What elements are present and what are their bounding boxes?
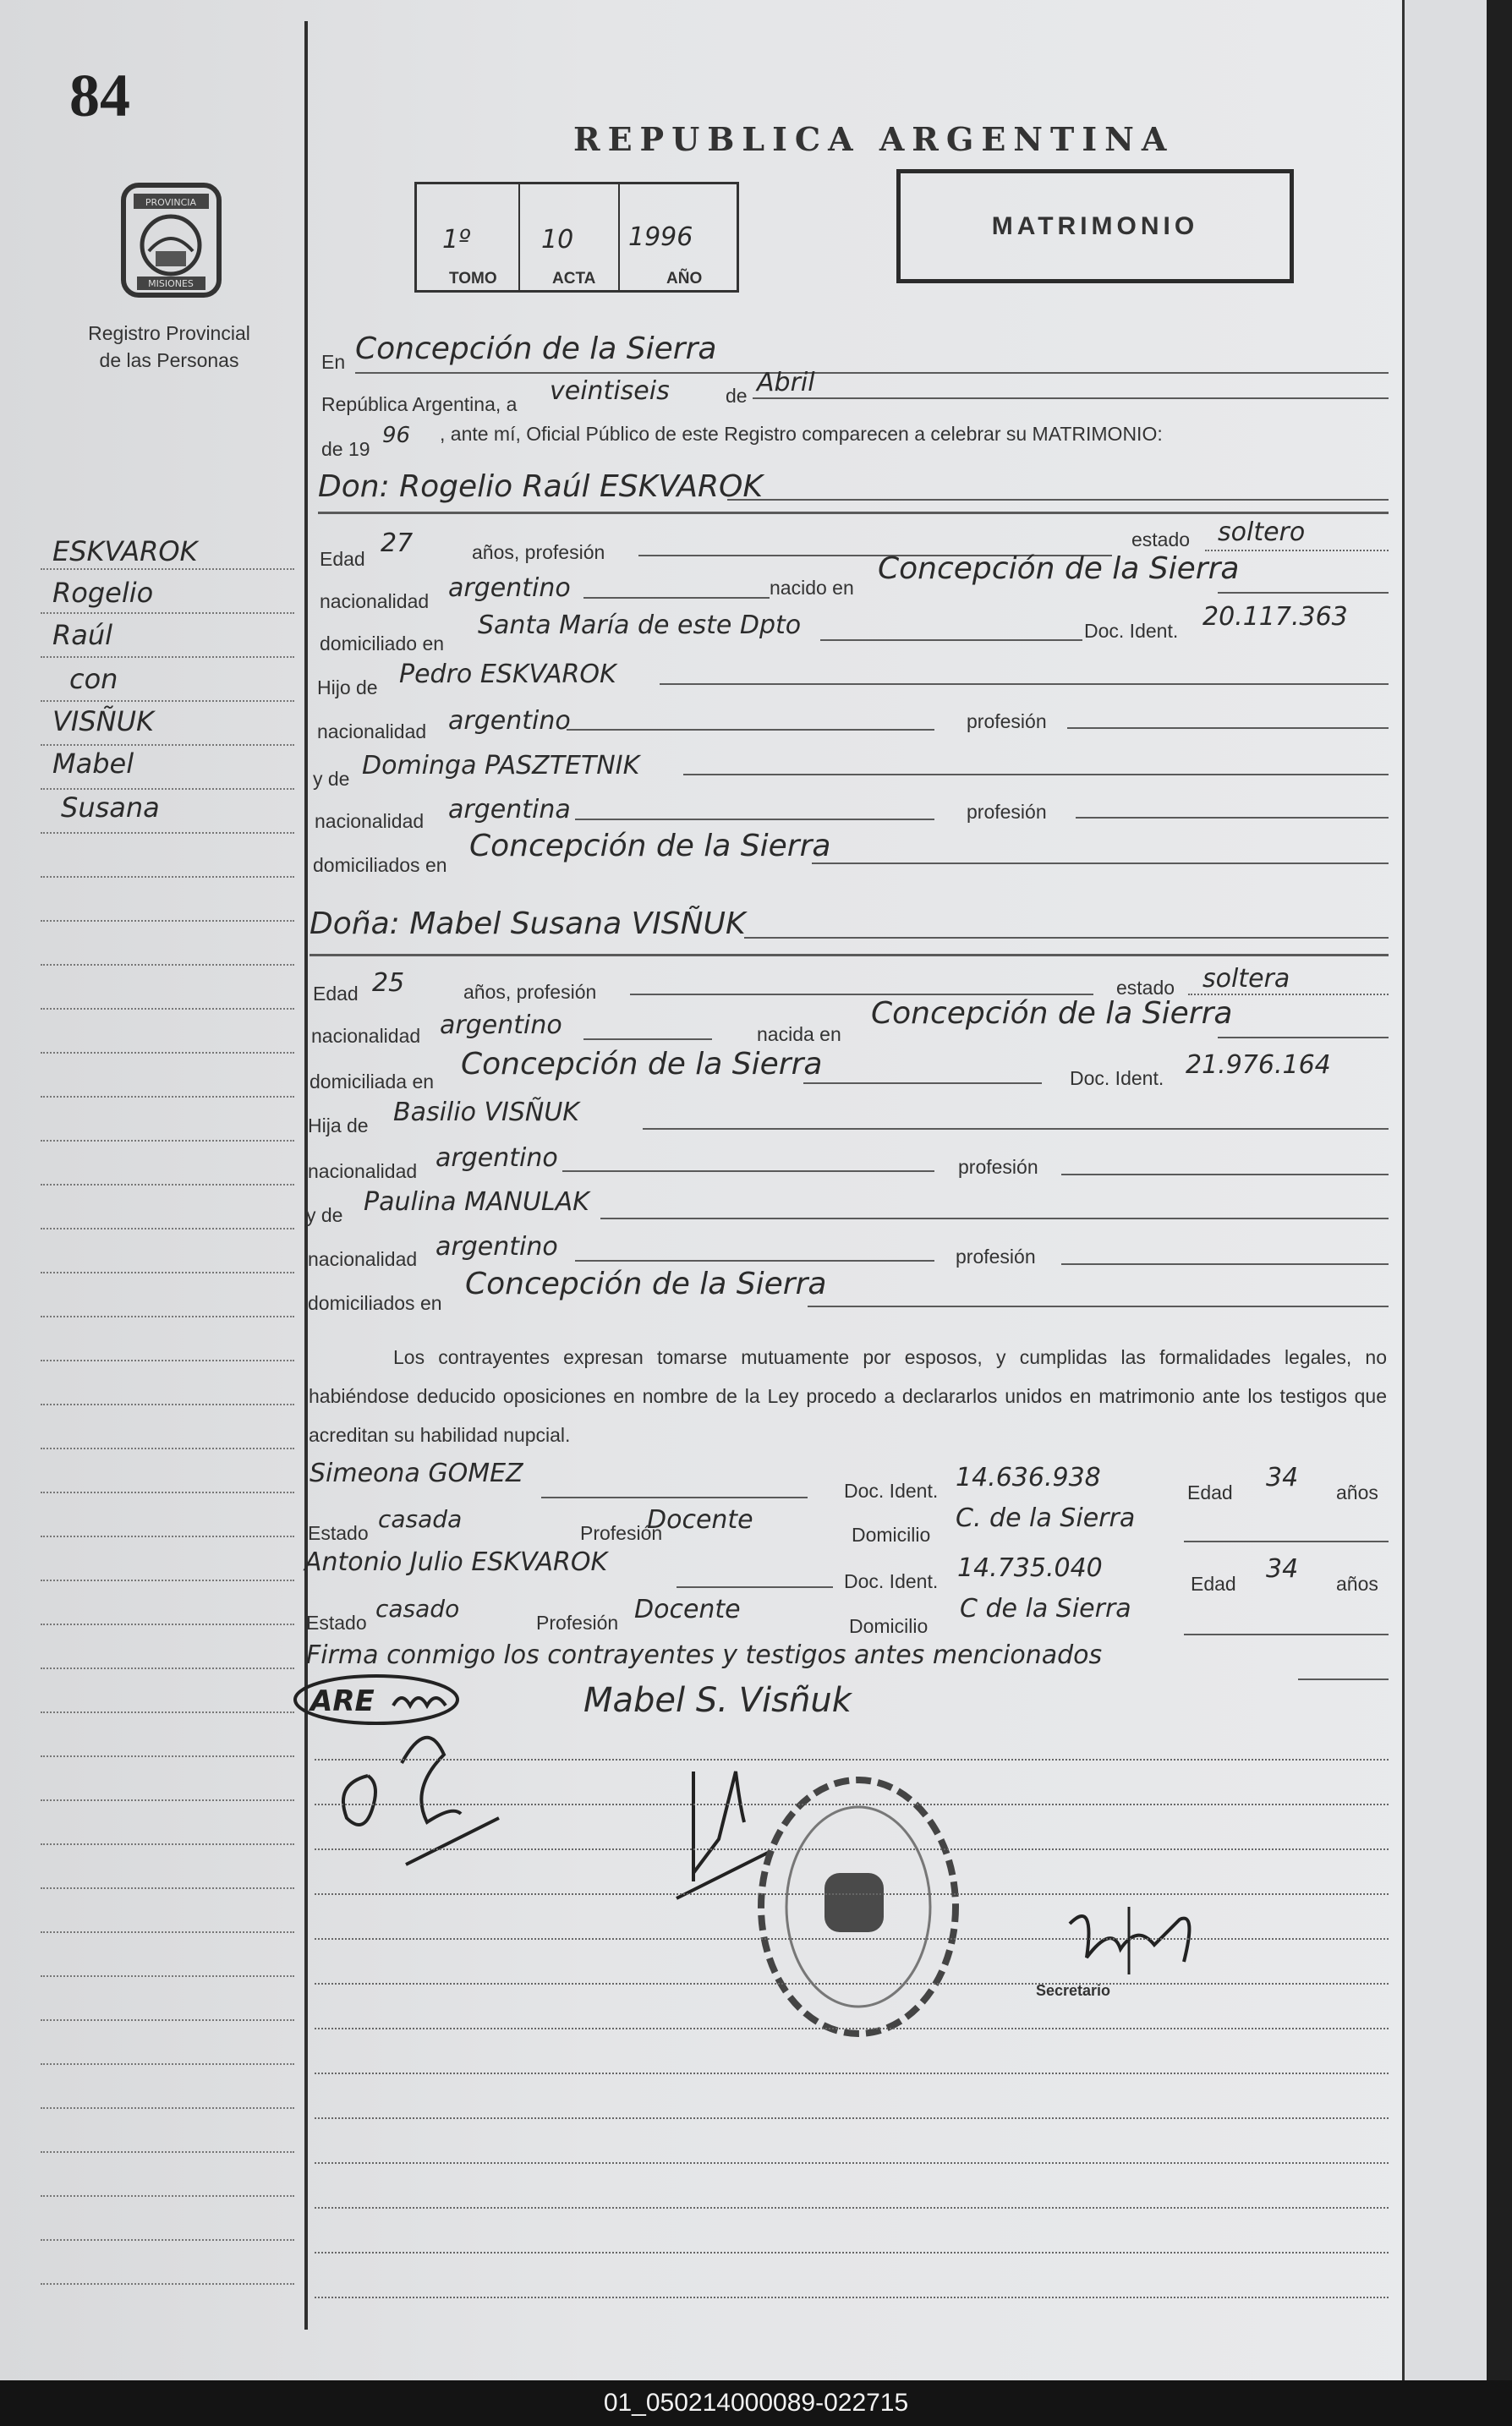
margin-rule-line	[41, 1931, 294, 1933]
acta-cell	[518, 184, 620, 290]
witness1-edad: 34	[1266, 1463, 1299, 1492]
tomo-value: 1º	[442, 225, 471, 255]
fill-line	[808, 1306, 1389, 1307]
fill-line	[575, 1260, 934, 1262]
blank-rule-line	[315, 1983, 1389, 1985]
margin-rule-line	[41, 964, 294, 966]
year-prefix: de 19	[321, 438, 370, 460]
intro-text: , ante mí, Oficial Público de este Registro comparecen a celebrar su MATRIMONIO:	[440, 423, 1163, 445]
witness2-edad: 34	[1266, 1554, 1299, 1584]
margin-rule-line	[41, 744, 294, 746]
bride-f-nac-label: nacionalidad	[308, 1160, 418, 1182]
margin-rule-line	[41, 1184, 294, 1186]
groom-name: Don: Rogelio Raúl ESKVAROK	[318, 469, 763, 504]
margin-name-3: Mabel	[52, 748, 134, 780]
bride-yde-label: y de	[306, 1204, 343, 1226]
witness2-anos-label: años	[1336, 1573, 1378, 1595]
fill-line	[803, 1082, 1042, 1084]
day: veintiseis	[550, 376, 670, 406]
witness2-estado-label: Estado	[306, 1612, 367, 1634]
fill-line	[683, 774, 1389, 775]
fill-line	[1298, 1678, 1389, 1680]
fill-line	[355, 372, 1389, 374]
groom-anos-label: años, profesión	[472, 541, 605, 563]
bride-mother: Paulina MANULAK	[364, 1187, 589, 1217]
bride-doc-label: Doc. Ident.	[1070, 1067, 1164, 1089]
margin-rule-line	[41, 1536, 294, 1537]
fill-line	[567, 729, 934, 731]
margin-con: con	[69, 663, 118, 695]
fill-line	[318, 512, 1389, 514]
witness1-estado: casada	[378, 1505, 463, 1533]
official-seal	[748, 1763, 968, 2051]
binding-edge	[1402, 0, 1487, 2380]
witness1-doc-label: Doc. Ident.	[844, 1480, 939, 1502]
margin-surname-groom: ESKVAROK	[52, 535, 198, 567]
fill-line	[600, 1218, 1389, 1219]
registrar-signature	[1036, 1881, 1290, 2008]
country-title: REPUBLICA ARGENTINA	[573, 120, 1175, 158]
groom-nac-label: nacionalidad	[320, 590, 430, 612]
bride-estado-label: estado	[1116, 977, 1175, 999]
groom-doc-label: Doc. Ident.	[1084, 620, 1179, 642]
place: Concepción de la Sierra	[355, 331, 717, 366]
groom-mother-nac: argentina	[448, 795, 571, 824]
fill-dots	[1188, 994, 1389, 995]
registry-reference-box	[414, 182, 739, 293]
official-caption: Secretario	[1036, 1982, 1111, 1999]
margin-rule-line	[41, 2195, 294, 2197]
bride-edad-label: Edad	[313, 983, 359, 1005]
year-suffix: 96	[382, 423, 411, 448]
witness2-doc: 14.735.040	[957, 1553, 1103, 1583]
margin-rule-line	[41, 2239, 294, 2241]
margin-rule-line	[41, 1624, 294, 1625]
blank-rule-line	[315, 2028, 1389, 2029]
margin-rule-line	[41, 700, 294, 702]
margin-rule-line	[41, 1096, 294, 1098]
fill-line	[1067, 727, 1389, 729]
margin-rule-line	[41, 876, 294, 878]
blank-rule-line	[315, 1848, 1389, 1850]
witness1-prof-label: Profesión	[580, 1522, 663, 1544]
margin-name-4: Susana	[61, 791, 160, 824]
groom-f-prof-label: profesión	[967, 710, 1047, 732]
witness-signature-scrawl	[321, 1712, 507, 1881]
bride-name: Doña: Mabel Susana VISÑUK	[310, 906, 746, 941]
groom-father: Pedro ESKVAROK	[399, 660, 616, 689]
bride-estado: soltera	[1202, 964, 1290, 994]
groom-f-nac-label: nacionalidad	[317, 720, 427, 742]
acta-label: ACTA	[552, 270, 596, 288]
margin-rule-line	[41, 2151, 294, 2153]
margin-surname-bride: VISÑUK	[52, 705, 154, 737]
blank-rule-line	[315, 1893, 1389, 1895]
groom-doc: 20.117.363	[1202, 602, 1348, 632]
fill-line	[1076, 817, 1389, 819]
fill-line	[1184, 1541, 1389, 1542]
witness1-estado-label: Estado	[308, 1522, 369, 1544]
margin-rule-line	[41, 788, 294, 790]
bride-doc: 21.976.164	[1186, 1050, 1331, 1080]
margin-rule-line	[41, 656, 294, 658]
margin-rule-line	[41, 832, 294, 834]
groom-domicilio: Santa María de este Dpto	[478, 611, 802, 640]
margin-rule-line	[41, 1887, 294, 1889]
fill-line	[660, 683, 1389, 685]
fill-line	[1218, 592, 1389, 594]
witness2-dom-label: Domicilio	[849, 1615, 929, 1637]
blank-rule-line	[315, 2207, 1389, 2209]
witness2-profesion: Docente	[634, 1595, 741, 1624]
groom-estado: soltero	[1218, 518, 1306, 547]
groom-estado-label: estado	[1131, 528, 1191, 550]
margin-rule-line	[41, 1492, 294, 1493]
blank-rule-line	[315, 2073, 1389, 2074]
margin-rule-line	[41, 1843, 294, 1845]
groom-nacionalidad: argentino	[448, 573, 571, 603]
groom-edad: 27	[381, 528, 414, 558]
fill-line	[677, 1586, 833, 1588]
office-line-2: de las Personas	[99, 349, 239, 371]
margin-rule-line	[41, 1799, 294, 1801]
fill-line	[1061, 1263, 1389, 1265]
margin-rule-line	[41, 1975, 294, 1977]
fill-line	[541, 1497, 808, 1498]
fill-line	[820, 639, 1082, 641]
witness2-estado: casado	[375, 1595, 460, 1623]
office-name	[51, 320, 288, 374]
margin-rule-line	[41, 1580, 294, 1581]
margin-rule-line	[41, 2063, 294, 2065]
acta-value: 10	[541, 225, 574, 255]
bride-parents-dom: Concepción de la Sierra	[465, 1267, 827, 1301]
margin-rule-line	[41, 1052, 294, 1054]
margin-rule-line	[41, 1228, 294, 1229]
blank-rule-line	[315, 2162, 1389, 2164]
witness2-prof-label: Profesión	[536, 1612, 619, 1634]
bride-anos-label: años, profesión	[463, 981, 597, 1003]
blank-rule-line	[315, 1938, 1389, 1940]
groom-nacido: Concepción de la Sierra	[878, 551, 1240, 586]
fill-line	[1184, 1634, 1389, 1635]
bride-nacionalidad: argentino	[440, 1010, 562, 1040]
witness2-name: Antonio Julio ESKVAROK	[304, 1547, 608, 1577]
date-prefix: República Argentina, a	[321, 393, 518, 415]
crest-bottom-text: MISIONES	[148, 278, 194, 289]
witness1-name: Simeona GOMEZ	[310, 1459, 523, 1488]
crest-top-text: PROVINCIA	[145, 197, 197, 208]
month: Abril	[757, 368, 815, 397]
fill-line	[744, 937, 1389, 939]
fill-line	[562, 1170, 934, 1172]
groom-doms-label: domiciliados en	[313, 854, 447, 876]
bride-m-nac-label: nacionalidad	[308, 1248, 418, 1270]
groom-nacido-label: nacido en	[770, 577, 854, 599]
ano-cell	[618, 184, 738, 290]
margin-rule-line	[41, 1711, 294, 1713]
fill-line	[1061, 1174, 1389, 1175]
fill-line	[727, 499, 1389, 501]
act-type-box: MATRIMONIO	[896, 169, 1294, 283]
groom-m-prof-label: profesión	[967, 801, 1047, 823]
margin-rule-line	[41, 1008, 294, 1010]
groom-parents-dom: Concepción de la Sierra	[469, 829, 831, 863]
bride-nac-label: nacionalidad	[311, 1025, 421, 1047]
fill-line	[583, 597, 770, 599]
witness1-doc: 14.636.938	[956, 1463, 1101, 1492]
bride-f-prof-label: profesión	[958, 1156, 1038, 1178]
groom-mother: Dominga PASZTETNIK	[362, 751, 640, 780]
bride-doms-label: domiciliados en	[308, 1292, 442, 1314]
margin-rule-line	[41, 1140, 294, 1142]
margin-rule-line	[41, 1404, 294, 1405]
witness1-profesion: Docente	[647, 1505, 753, 1535]
groom-hijo-label: Hijo de	[317, 676, 378, 698]
bride-domicilio: Concepción de la Sierra	[461, 1047, 823, 1082]
bride-mother-nac: argentino	[436, 1232, 558, 1262]
witness1-dom-label: Domicilio	[852, 1524, 931, 1546]
bride-nacida: Concepción de la Sierra	[871, 996, 1233, 1031]
fill-line	[310, 954, 1389, 956]
blank-rule-line	[315, 2297, 1389, 2298]
margin-rule-line	[41, 612, 294, 614]
bride-edad: 25	[372, 968, 405, 998]
bride-m-prof-label: profesión	[956, 1246, 1036, 1268]
groom-initials: ARE	[310, 1684, 375, 1718]
margin-name-1: Rogelio	[52, 577, 154, 609]
tomo-label: TOMO	[449, 270, 497, 288]
groom-father-nac: argentino	[448, 706, 571, 736]
blank-rule-line	[315, 1804, 1389, 1805]
fill-line	[812, 863, 1389, 864]
office-line-1: Registro Provincial	[88, 322, 250, 344]
margin-rule-line	[41, 1448, 294, 1449]
margin-rule-line	[41, 2283, 294, 2285]
margin-rule-line	[41, 1272, 294, 1273]
groom-yde-label: y de	[313, 768, 350, 790]
witness2-edad-label: Edad	[1191, 1573, 1236, 1595]
blank-rule-line	[315, 2252, 1389, 2253]
margin-rule-line	[41, 1668, 294, 1669]
ano-label: AÑO	[666, 270, 703, 288]
bride-signature: Mabel S. Visñuk	[583, 1681, 852, 1720]
closing-statement: Firma conmigo los contrayentes y testigos antes mencionados	[306, 1640, 1103, 1670]
de-label: de	[726, 385, 748, 407]
witness2-domicilio: C de la Sierra	[960, 1594, 1131, 1624]
bride-father: Basilio VISÑUK	[393, 1098, 579, 1127]
ano-value: 1996	[628, 222, 693, 252]
margin-rule-line	[41, 1755, 294, 1757]
witness1-domicilio: C. de la Sierra	[956, 1503, 1136, 1533]
bride-nacida-label: nacida en	[757, 1023, 841, 1045]
groom-edad-label: Edad	[320, 548, 365, 570]
bride-father-nac: argentino	[436, 1143, 558, 1173]
blank-rule-line	[315, 2117, 1389, 2119]
fill-line	[630, 994, 1093, 995]
witness1-edad-label: Edad	[1187, 1481, 1233, 1503]
margin-rule-line	[41, 2019, 294, 2021]
blank-rule-line	[315, 1759, 1389, 1761]
fill-line	[575, 819, 934, 820]
fill-line	[583, 1038, 712, 1040]
margin-rule-line	[41, 1316, 294, 1317]
fill-line	[643, 1128, 1389, 1130]
bride-dom-label: domiciliada en	[310, 1071, 435, 1093]
groom-dom-label: domiciliado en	[320, 633, 445, 654]
witness1-anos-label: años	[1336, 1481, 1378, 1503]
provincial-crest-icon	[118, 182, 224, 300]
groom-m-nac-label: nacionalidad	[315, 810, 425, 832]
margin-name-2: Raúl	[52, 619, 113, 651]
page-number: 84	[69, 62, 130, 129]
bride-hija-label: Hija de	[308, 1114, 369, 1136]
declaration-paragraph: Los contrayentes expresan tomarse mutuamente por esposos, y cumplidas las formalidades legales, no habiéndose deducido oposiciones en nombre de la Ley procedo a declararlos unidos en matrimonio ante los testigos que acreditan su habilidad nupcial.	[309, 1346, 1387, 1446]
en-label: En	[321, 351, 346, 373]
margin-rule-line	[41, 920, 294, 922]
witness2-doc-label: Doc. Ident.	[844, 1570, 939, 1592]
margin-rule-line	[41, 568, 294, 570]
margin-rule-line	[41, 1360, 294, 1361]
fill-line	[753, 397, 1389, 399]
fill-line	[1218, 1037, 1389, 1038]
margin-rule-line	[41, 2107, 294, 2109]
scan-identifier: 01_050214000089-022715	[0, 2380, 1512, 2426]
